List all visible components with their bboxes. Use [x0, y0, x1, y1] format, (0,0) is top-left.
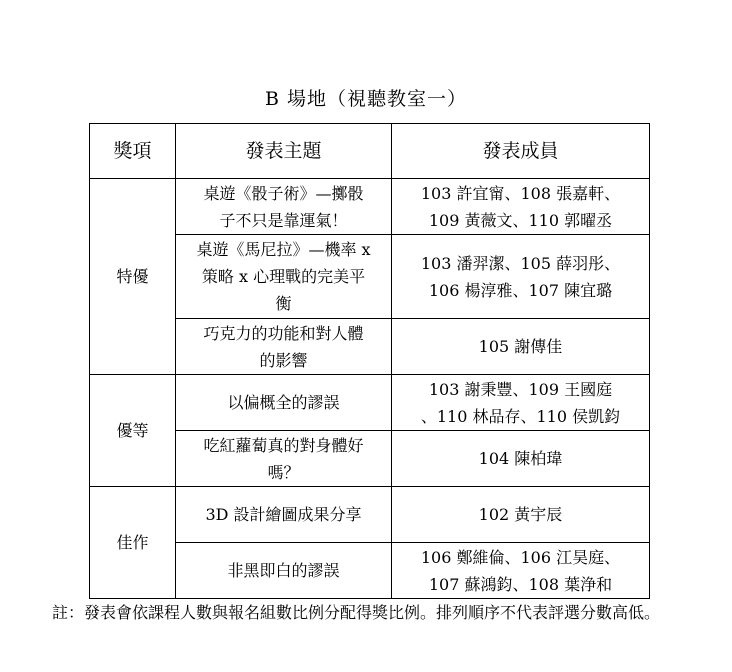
topic-line: 嗎？: [267, 462, 300, 482]
members-line: 104 陳柏瑋: [478, 449, 563, 468]
members-line: 106 鄭維倫、106 江昊庭、: [420, 547, 621, 567]
table-row: [90, 487, 650, 543]
topic-line: 以偏概全的謬誤: [227, 393, 340, 412]
topic-cell: [176, 179, 392, 235]
members-cell: [392, 235, 650, 319]
members-cell: [392, 179, 650, 235]
members-line: 106 楊淳雅、107 陳宜璐: [428, 280, 613, 300]
members-line: 102 黃宇辰: [478, 505, 563, 524]
members-line: 107 蘇鴻鈞、108 葉浄和: [428, 574, 613, 594]
topic-cell: [176, 487, 392, 543]
award-category: 特優: [90, 179, 176, 375]
members-cell: [392, 543, 650, 599]
topic-line: 吃紅蘿蔔真的對身體好: [203, 435, 364, 455]
members-cell: [392, 319, 650, 375]
topic-cell: [176, 543, 392, 599]
members-line: 103 謝秉豐、109 王國庭: [428, 379, 613, 399]
award-category: 佳作: [90, 487, 176, 599]
header-members: 發表成員: [392, 124, 650, 179]
topic-line: 子不只是靠運氣！: [219, 210, 348, 230]
members-line: 103 潘羿潔、105 薛羽彤、: [420, 253, 621, 273]
members-cell: [392, 431, 650, 487]
members-line: 103 許宜甯、108 張嘉軒、: [420, 183, 621, 203]
awards-table: [89, 123, 650, 599]
header-award: 獎項: [90, 124, 176, 179]
topic-line: 策略 x 心理戰的完美平: [201, 267, 366, 286]
table-row: [90, 179, 650, 235]
topic-cell: [176, 235, 392, 319]
topic-cell: [176, 431, 392, 487]
members-cell: [392, 487, 650, 543]
topic-line: 3D 設計繪圖成果分享: [205, 505, 362, 524]
topic-line: 非黑即白的謬誤: [227, 561, 340, 580]
table-header-row: [90, 124, 650, 179]
members-line: 109 黃薇文、110 郭曜丞: [428, 210, 613, 230]
topic-line: 的影響: [259, 350, 308, 370]
members-line: 、110 林品存、110 侯凱鈞: [420, 406, 621, 426]
topic-line: 桌遊《馬尼拉》—機率 x: [196, 240, 371, 259]
members-cell: [392, 375, 650, 431]
topic-cell: [176, 319, 392, 375]
page-title: B 場地（視聽教室一）: [264, 88, 467, 110]
header-topic: 發表主題: [176, 124, 392, 179]
topic-cell: [176, 375, 392, 431]
topic-line: 桌遊《骰子術》—擲骰: [203, 183, 364, 203]
topic-line: 巧克力的功能和對人體: [203, 323, 364, 343]
topic-line: 衡: [275, 294, 292, 313]
table-row: [90, 375, 650, 431]
members-line: 105 謝傳佳: [478, 337, 563, 356]
footnote: 註：發表會依課程人數與報名組數比例分配得獎比例。排列順序不代表評選分數高低。: [52, 603, 661, 622]
award-category: 優等: [90, 375, 176, 487]
